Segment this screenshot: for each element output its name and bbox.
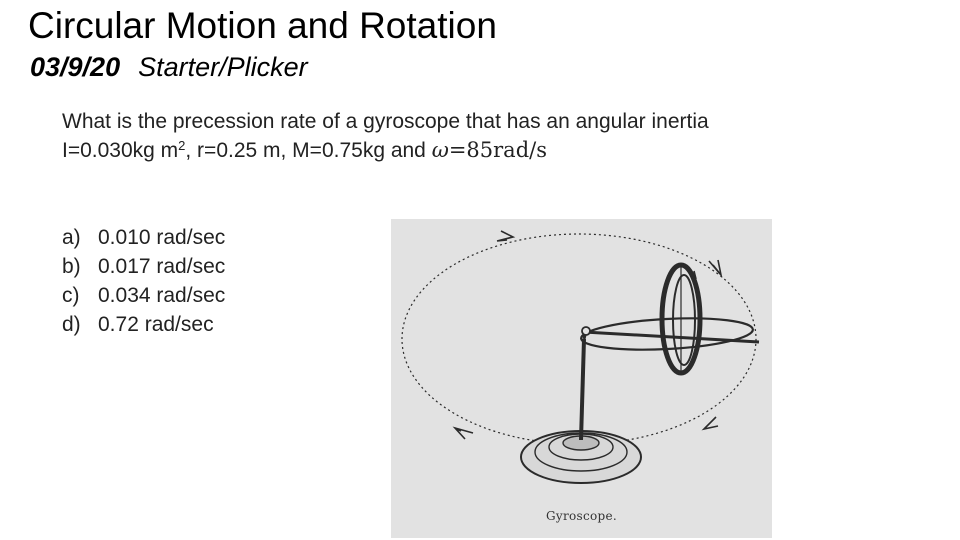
slide-subtitle xyxy=(30,50,308,84)
lesson-date: 03/9/20 xyxy=(30,52,121,82)
option-text: 0.010 rad/sec xyxy=(98,226,226,249)
option-text: 0.017 rad/sec xyxy=(98,255,226,278)
subtitle-text: Starter/Plicker xyxy=(138,52,308,82)
exponent: 2 xyxy=(178,138,186,153)
omega-symbol: ω xyxy=(431,138,449,162)
option-letter: a) xyxy=(62,226,81,249)
radius-mass-values: , r=0.25 m, M=0.75kg and xyxy=(185,139,432,162)
orbit-arrow-top xyxy=(497,231,513,241)
option-a xyxy=(62,223,225,252)
question-line-2 xyxy=(62,136,709,165)
orbit-arrow-bottom-left xyxy=(455,428,473,439)
gyroscope-figure xyxy=(391,219,772,538)
option-text: 0.72 rad/sec xyxy=(98,313,214,336)
figure-caption: Gyroscope. xyxy=(545,509,618,523)
option-text: 0.034 rad/sec xyxy=(98,284,226,307)
option-letter: b) xyxy=(62,255,81,278)
question-line-1: What is the precession rate of a gyroscope that has an angular inertia xyxy=(62,110,709,133)
option-letter: c) xyxy=(62,284,80,307)
gyroscope-illustration xyxy=(391,219,772,538)
option-letter: d) xyxy=(62,313,81,336)
inertia-value: I=0.030kg m xyxy=(62,139,179,162)
orbit-arrow-right xyxy=(709,260,721,275)
answer-options xyxy=(62,223,225,339)
rotor-inner xyxy=(673,275,695,365)
question-text xyxy=(62,108,709,165)
pillar xyxy=(581,339,584,440)
option-d xyxy=(62,310,225,339)
axle xyxy=(584,332,759,342)
option-c xyxy=(62,281,225,310)
orbit-arrow-bottom-right xyxy=(704,417,718,429)
slide-title: Circular Motion and Rotation xyxy=(28,5,497,46)
omega-value: =85rad/s xyxy=(448,138,547,162)
option-b xyxy=(62,252,225,281)
